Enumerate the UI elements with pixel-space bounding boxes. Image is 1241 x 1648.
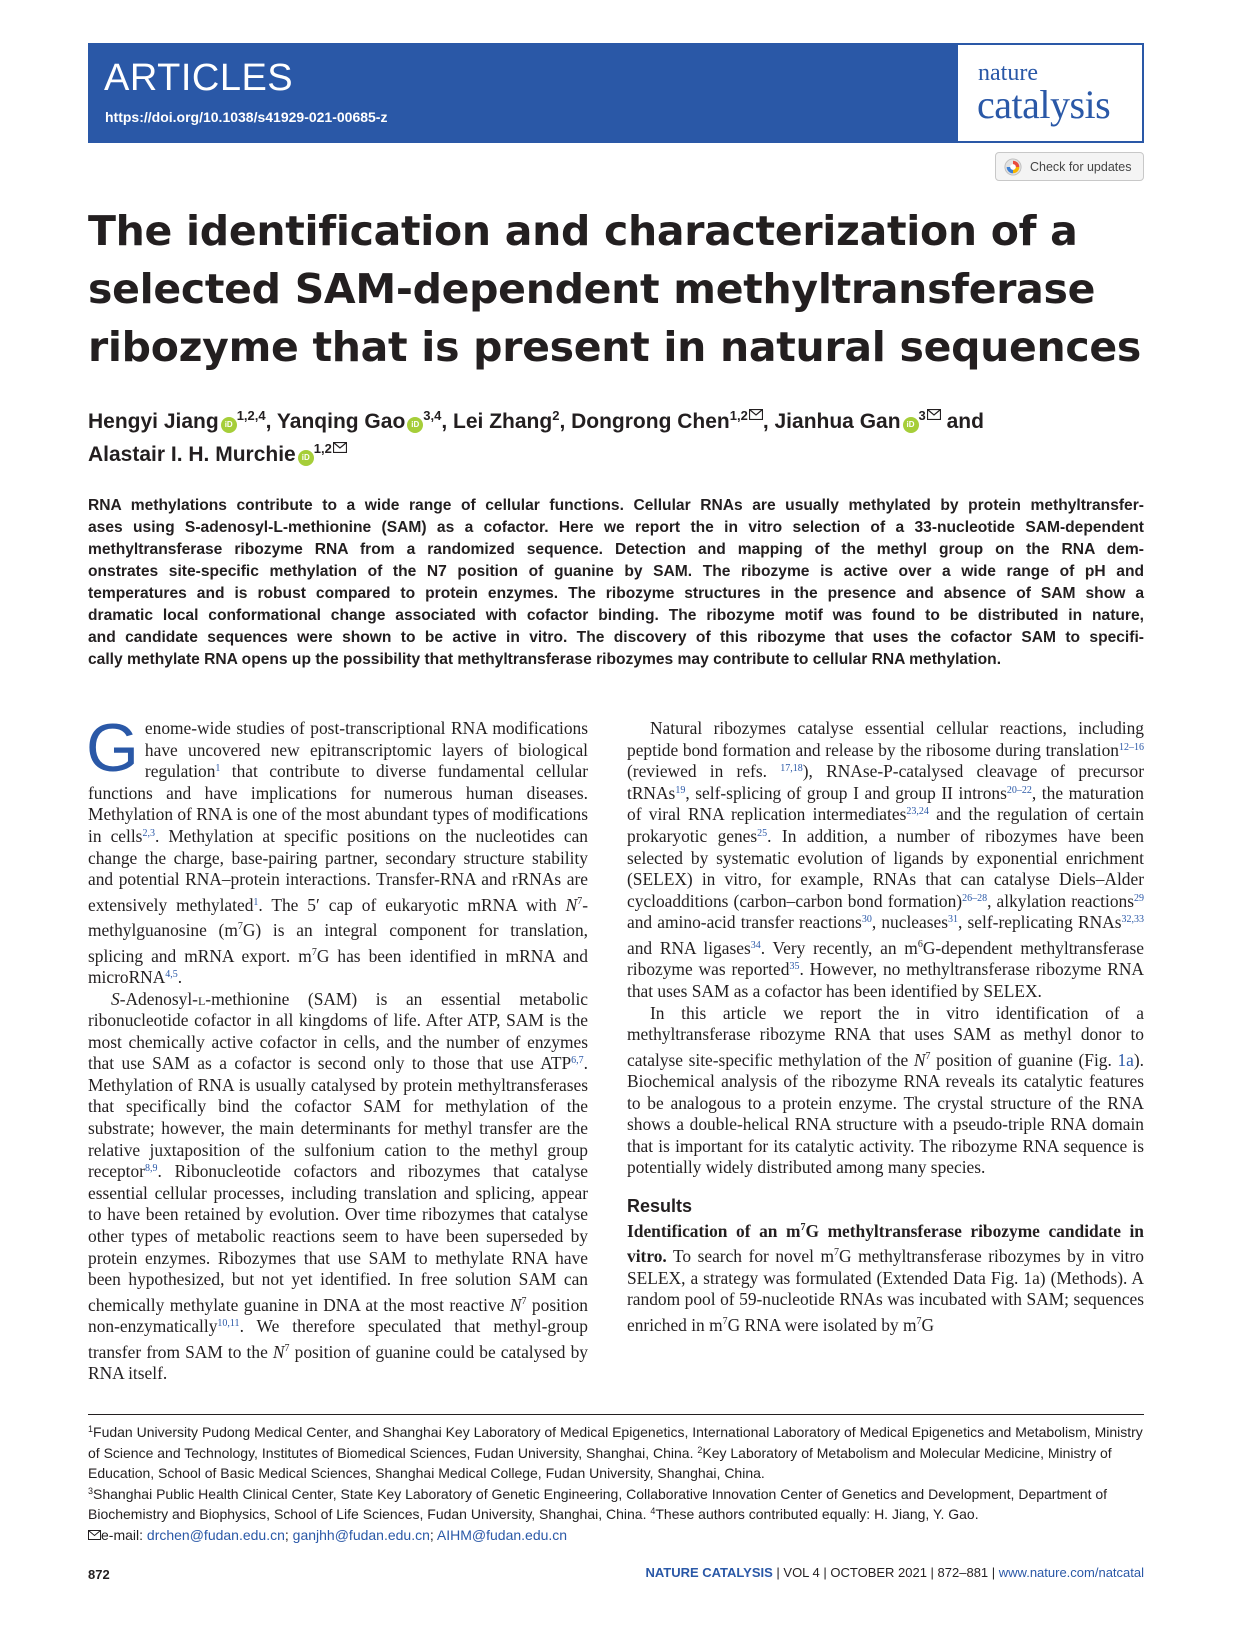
author-affiliation-sup: 2	[552, 408, 560, 423]
page-number: 872	[88, 1567, 110, 1582]
abstract-line: onstrates site-specific methylation of the N7 position of guanine by SAM. The ribozyme is active over a wide range of pH and	[88, 563, 1144, 580]
journal-logo	[958, 45, 1142, 141]
header-banner	[88, 43, 1144, 143]
reference-link[interactable]: 10,11	[217, 1318, 240, 1330]
body-paragraph: Natural ribozymes catalyse essential cellular reactions, including peptide bond formation and release by the ribosome during translation$^{12-16}$ (reviewed in refs. $^{17,18}$), RNAse-P-catalysed cleavage of precursor tRNAs$^{19}$, self-splicing of group I and group II introns$^{20-22}$, the maturation of viral RNA replication intermediates$^{23,24}$ and the regulation of certain prokaryotic genes$^{25}$. In addition, a number of ribozymes have been selected by systematic evolution of ligands by exponential enrichment (SELEX) in vitro, for example, RNAs that can catalyse Diels–Alder cycloadditions (carbon–carbon bond formation)$^{26-28}$, alkylation reactions$^{29}$ and amino-acid transfer reactions$^{30}$, nucleases$^{31}$, self-replicating RNAs$^{32,33}$ and RNA ligases$^{34}$. Very recently, an $m^6G$-dependent methyltransferase ribozyme was reported$^{35}$. However, no methyltransferase ribozyme RNA that uses SAM as a cofactor has been identified by SELEX.	[627, 718, 1145, 1001]
journal-logo-nature: nature	[978, 60, 1038, 86]
abstract-line: RNA methylations contribute to a wide range of cellular functions. Cellular RNAs are usually methylated by protein methyltransfer-	[88, 497, 1144, 514]
abstract-line: dramatic local conformational change associated with cofactor binding. The ribozyme motif was found to be distributed in nature,	[88, 607, 1144, 624]
body-paragraph: Genome-wide studies of post-transcriptional RNA modifications have uncovered new epitranscriptomic layers of biological regulation$^1$ that contribute to diverse fundamental cellular functions and have implications for numerous human diseases. Methylation of RNA is one of the most abundant types of modifications in cells$^{2,3}$. Methylation at specific positions on the nucleotides can change the charge, base-pairing partner, secondary structure stability and potential RNA–protein interactions. Transfer-RNA and rRNAs are extensively methylated$^1$. The 5′ cap of eukaryotic mRNA with $N^7$-methylguanosine $(m^7G)$ is an integral component for translation, splicing and mRNA export. $m^7G$ has been identified in mRNA and microRNA$^{4,5}$.	[86, 710, 589, 987]
affiliation-2: Key Laboratory of Metabolism and Molecular Medicine, Ministry of Education, School of Basic Medical Sciences, Shanghai Medical College, Fudan University, Shanghai, China.	[88, 1444, 1112, 1482]
email-line: e-mail: drchen@fudan.edu.cn; ganjhh@fudan.edu.cn; AIHM@fudan.edu.cn	[88, 1525, 1144, 1546]
orcid-icon[interactable]: iD	[903, 417, 919, 433]
abstract-line: cally methylate RNA opens up the possibility that methyltransferase ribozymes may contribute to cellular RNA methylation.	[88, 651, 1002, 668]
abstract-line: temperatures and is robust compared to protein enzymes. The ribozyme structures in the presence and absence of SAM show a	[88, 585, 1144, 602]
reference-link[interactable]: 6,7	[571, 1055, 584, 1067]
email-icon	[88, 1530, 101, 1540]
reference-link[interactable]: 1	[215, 763, 221, 775]
reference-link[interactable]: 1	[253, 896, 259, 908]
section-label: ARTICLES	[104, 57, 294, 99]
body-column-right	[627, 718, 1144, 1336]
check-updates-label: Check for updates	[1030, 159, 1132, 174]
check-for-updates-button[interactable]	[995, 152, 1144, 181]
author-name[interactable]: Alastair I. H. Murchie	[88, 443, 296, 466]
email-link[interactable]: ganjhh@fudan.edu.cn	[292, 1526, 430, 1543]
orcid-icon[interactable]: iD	[407, 417, 423, 433]
orcid-icon[interactable]: iD	[298, 450, 314, 466]
reference-link[interactable]: 4,5	[165, 968, 178, 980]
doi-link[interactable]: https://doi.org/10.1038/s41929-021-00685-z	[105, 109, 388, 125]
reference-link[interactable]: 30	[861, 914, 872, 926]
email-icon[interactable]	[749, 409, 763, 420]
equal-contribution-note: These authors contributed equally: H. Jiang, Y. Gao.	[655, 1506, 979, 1523]
abstract-line: and candidate sequences were shown to be active in vitro. The discovery of this ribozyme that uses the cofactor SAM to specifi-	[88, 629, 1144, 646]
reference-link[interactable]: 23,24	[906, 806, 929, 818]
affiliation-block: $^1$Fudan University Pudong Medical Center, and Shanghai Key Laboratory of Medical Epigenetics, International Laboratory of Medical Epigenetics and Metabolism, Ministry of Science and Technology, Institutes of Biomedical Sciences, Fudan University, Shanghai, China. $^2$Key Laboratory of Metabolism and Molecular Medicine, Ministry of Education, School of Basic Medical Sciences, Shanghai Medical College, Fudan University, Shanghai, China.	[88, 1424, 1143, 1482]
reference-link[interactable]: 26–28	[962, 892, 988, 904]
email-link[interactable]: drchen@fudan.edu.cn	[146, 1526, 285, 1543]
footer-url[interactable]: www.nature.com/natcatal	[998, 1565, 1144, 1580]
footnote-divider	[88, 1414, 1144, 1415]
footer-issue: | VOL 4 | OCTOBER 2021 | 872–881 |	[772, 1565, 999, 1580]
author-list: Hengyi Jiang iD$^{1,2,4}$, Yanqing Gao iD$^{3,4}$, Lei Zhang$^2$, Dongrong Chen$^{1,2}$ , Jianhua Gan $iD^3$ and Alastair I. H. Murchie iD$^{1,2}$	[88, 408, 984, 466]
orcid-icon[interactable]: iD	[221, 417, 237, 433]
abstract	[88, 495, 1144, 671]
author-affiliation-sup: 3	[918, 408, 926, 423]
footer-journal: NATURE CATALYSIS	[645, 1565, 773, 1580]
author-name[interactable]: Jianhua Gan	[774, 410, 901, 433]
author-name[interactable]: Lei Zhang	[453, 410, 553, 433]
reference-link[interactable]: 19	[675, 784, 686, 796]
subheading: Identification of an $m^7G$ methyltransferase ribozyme candidate in vitro.	[627, 1220, 1144, 1267]
reference-link[interactable]: 8,9	[144, 1163, 158, 1175]
reference-link[interactable]: 29	[1134, 892, 1144, 904]
reference-link[interactable]: 12–16	[1119, 741, 1144, 753]
author-name[interactable]: Hengyi Jiang	[88, 410, 219, 433]
reference-link[interactable]: 32,33	[1121, 914, 1144, 926]
body-column-left	[86, 710, 589, 1385]
author-affiliation-sup: 3,4	[423, 408, 442, 423]
reference-link[interactable]: 2,3	[142, 827, 155, 839]
author-affiliation-sup: 1,2	[729, 408, 748, 423]
results-heading: Results	[627, 1196, 693, 1217]
article-title: The identification and characterization of a selected SAM-dependent methyltransferase ribozyme that is present in natural sequences	[88, 207, 1142, 371]
body-paragraph: Identification of an $m^7G$ methyltransferase ribozyme candidate in vitro. To search for novel $m^7G$ methyltransferase ribozymes by in vitro SELEX, a strategy was formulated (Extended Data Fig. 1a) (Methods). A random pool of 59-nucleotide RNAs was incubated with SAM; sequences enriched in $m^7G$ RNA were isolated by $m^7G$	[627, 1220, 1144, 1335]
figure-link[interactable]: 1a	[1117, 1049, 1134, 1070]
reference-link[interactable]: 25	[757, 827, 768, 839]
abstract-line: methyltransferase ribozyme RNA from a randomized sequence. Detection and mapping of the methyl group on the RNA dem-	[88, 541, 1144, 558]
reference-link[interactable]: 34	[750, 939, 761, 951]
drop-cap: G	[86, 710, 139, 786]
affiliation-1: Fudan University Pudong Medical Center, and Shanghai Key Laboratory of Medical Epigenetics, International Laboratory of Medical Epigenetics and Metabolism, Ministry of Science and Technology, Institutes of Biomedical Sciences, Fudan University, Shanghai, China.	[88, 1424, 1143, 1461]
author-affiliation-sup: 1,2,4	[236, 408, 266, 423]
body-paragraph: In this article we report the in vitro identification of a methyltransferase ribozyme RNA that uses SAM as methyl donor to catalyse site-specific methylation of the $N^7$ position of guanine (Fig. 1a). Biochemical analysis of the ribozyme RNA reveals its catalytic features to be analogous to a protein enzyme. The crystal structure of the RNA shows a double-helical RNA structure with a pseudo-triple RNA domain that is important for its catalytic activity. The ribozyme RNA sequence is potentially widely distributed among many species.	[627, 1002, 1144, 1178]
reference-link[interactable]: 31	[948, 914, 958, 926]
affiliations	[88, 1422, 1144, 1546]
author-name[interactable]: Yanqing Gao	[276, 410, 406, 433]
email-link[interactable]: AIHM@fudan.edu.cn	[436, 1526, 568, 1543]
abstract-line: ases using S-adenosyl-L-methionine (SAM) as a cofactor. Here we report the in vitro selection of a 33-nucleotide SAM-dependent	[88, 519, 1144, 536]
body-paragraph: S-Adenosyl-l-methionine (SAM) is an essential metabolic ribonucleotide cofactor in all kingdoms of life. After ATP, SAM is the most chemically active cofactor in cells, and the number of enzymes that use SAM as a cofactor is second only to those that use ATP$^{6,7}$. Methylation of RNA is usually catalysed by protein methyltransferases that specifically bind the cofactor SAM for methylation of the substrate; however, the main determinants for methyl transfer are the relative juxtaposition of the sulfonium cation to the methyl group receptor$^{8,9}$. Ribonucleotide cofactors and ribozymes that catalyse essential cellular processes, including translation and splicing, appear to have been retained by evolution. Over time ribozymes that catalyse other types of metabolic reactions seem to have been superseded by protein enzymes. Ribozymes that use SAM to methylate RNA have been hypothesized, but not yet identified. In free solution SAM can chemically methylate guanine in DNA at the most reactive $N^7$ position non-enzymatically$^{10,11}$. We therefore speculated that methyl-group transfer from SAM to the $N^7$ position of guanine could be catalysed by RNA itself.	[88, 988, 588, 1384]
author-affiliation-sup: 1,2	[313, 441, 332, 456]
affiliation-3: Shanghai Public Health Clinical Center, State Key Laboratory of Genetic Engineering, Collaborative Innovation Center of Genetics and Development, Department of Biochemistry and Biophysics, School of Life Sciences, Fudan University, Shanghai, China.	[88, 1485, 1108, 1523]
check-updates-icon	[1004, 158, 1022, 176]
email-label: e-mail:	[101, 1526, 147, 1543]
journal-logo-catalysis: catalysis	[977, 82, 1111, 127]
page-footer	[645, 1565, 1144, 1580]
reference-link[interactable]: 35	[789, 961, 800, 973]
email-icon[interactable]	[927, 409, 941, 420]
author-name[interactable]: Dongrong Chen	[571, 410, 730, 433]
affiliation-block: $^3$Shanghai Public Health Clinical Center, State Key Laboratory of Genetic Engineering, Collaborative Innovation Center of Genetics and Development, Department of Biochemistry and Biophysics, School of Life Sciences, Fudan University, Shanghai, China. $^4$These authors contributed equally: H. Jiang, Y. Gao.	[88, 1485, 1108, 1523]
reference-link[interactable]: 17,18	[780, 763, 803, 775]
email-icon[interactable]	[333, 442, 347, 453]
reference-link[interactable]: 20–22	[1006, 784, 1032, 796]
